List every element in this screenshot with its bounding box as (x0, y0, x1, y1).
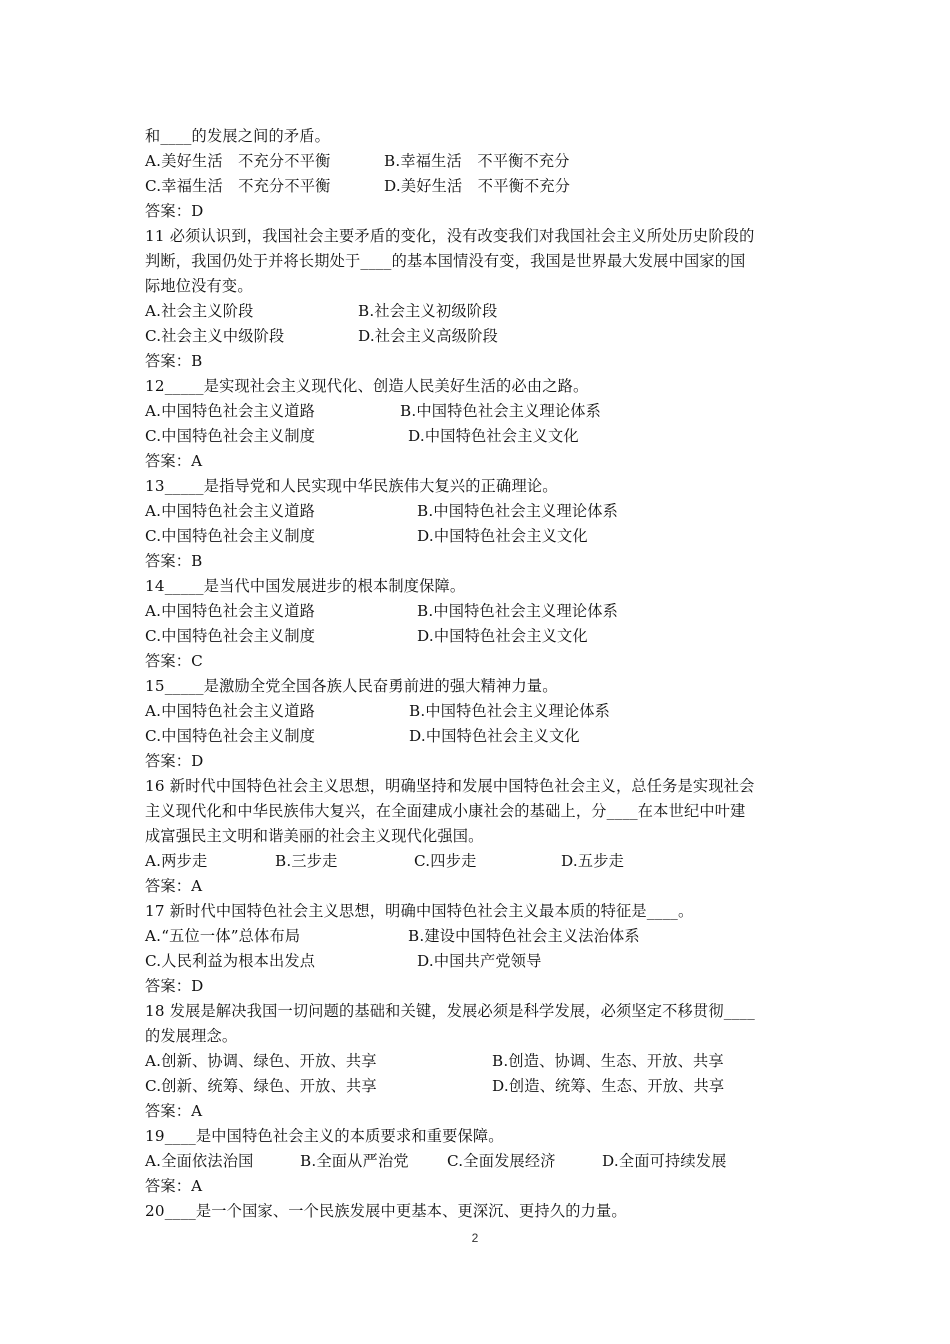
q12-answer: 答案：A (145, 452, 203, 470)
q11-option-c: C.社会主义中级阶段 (145, 327, 285, 345)
q14-option-a: A.中国特色社会主义道路 (145, 602, 316, 620)
q18-option-d: D.创造、统筹、生态、开放、共享 (492, 1077, 725, 1095)
q12-option-b: B.中国特色社会主义理论体系 (400, 402, 602, 420)
q14-option-d: D.中国特色社会主义文化 (417, 627, 588, 645)
q20-stem-line-1: 20____是一个国家、一个民族发展中更基本、更深沉、更持久的力量。 (145, 1202, 627, 1220)
q19-option-d: D.全面可持续发展 (602, 1152, 727, 1170)
q13-option-d: D.中国特色社会主义文化 (417, 527, 588, 545)
q19-option-c: C.全面发展经济 (447, 1152, 556, 1170)
q14-stem-line-1: 14_____是当代中国发展进步的根本制度保障。 (145, 577, 466, 595)
q14-answer: 答案：C (145, 652, 203, 670)
q11-option-d: D.社会主义高级阶段 (358, 327, 498, 345)
q17-option-b: B.建设中国特色社会主义法治体系 (408, 927, 640, 945)
q10-stem-line-1: 和____的发展之间的矛盾。 (145, 127, 331, 145)
q11-stem-line-3: 际地位没有变。 (145, 277, 253, 295)
q17-stem-line-1: 17 新时代中国特色社会主义思想，明确中国特色社会主义最本质的特征是____。 (145, 902, 694, 920)
q12-option-a: A.中国特色社会主义道路 (145, 402, 316, 420)
q16-option-c: C.四步走 (414, 852, 477, 870)
q17-answer: 答案：D (145, 977, 204, 995)
q11-stem-line-1: 11 必须认识到，我国社会主要矛盾的变化，没有改变我们对我国社会主义所处历史阶段的 (145, 227, 755, 245)
q10-option-c: C.幸福生活 不充分不平衡 (145, 177, 331, 195)
q15-option-b: B.中国特色社会主义理论体系 (409, 702, 611, 720)
q18-stem-line-2: 的发展理念。 (145, 1027, 238, 1045)
q15-option-c: C.中国特色社会主义制度 (145, 727, 316, 745)
q10-option-d: D.美好生活 不平衡不充分 (384, 177, 571, 195)
q13-stem-line-1: 13_____是指导党和人民实现中华民族伟大复兴的正确理论。 (145, 477, 558, 495)
q11-answer: 答案：B (145, 352, 203, 370)
q15-option-a: A.中国特色社会主义道路 (145, 702, 316, 720)
q12-stem-line-1: 12_____是实现社会主义现代化、创造人民美好生活的必由之路。 (145, 377, 589, 395)
q16-option-d: D.五步走 (561, 852, 625, 870)
q18-option-c: C.创新、统筹、绿色、开放、共享 (145, 1077, 377, 1095)
q11-stem-line-2: 判断，我国仍处于并将长期处于____的基本国情没有变，我国是世界最大发展中国家的国 (145, 252, 746, 270)
q16-option-a: A.两步走 (145, 852, 208, 870)
q13-option-a: A.中国特色社会主义道路 (145, 502, 316, 520)
q18-option-b: B.创造、协调、生态、开放、共享 (492, 1052, 724, 1070)
q19-option-a: A.全面依法治国 (145, 1152, 254, 1170)
q11-option-b: B.社会主义初级阶段 (358, 302, 498, 320)
q16-stem-line-3: 成富强民主文明和谐美丽的社会主义现代化强国。 (145, 827, 484, 845)
q14-option-c: C.中国特色社会主义制度 (145, 627, 316, 645)
q16-stem-line-1: 16 新时代中国特色社会主义思想，明确坚持和发展中国特色社会主义，总任务是实现社会 (145, 777, 755, 795)
page-number: 2 (471, 1231, 479, 1245)
q13-option-c: C.中国特色社会主义制度 (145, 527, 316, 545)
q18-stem-line-1: 18 发展是解决我国一切问题的基础和关键，发展必须是科学发展，必须坚定不移贯彻____ (145, 1002, 755, 1020)
q15-stem-line-1: 15_____是激励全党全国各族人民奋勇前进的强大精神力量。 (145, 677, 558, 695)
q18-option-a: A.创新、协调、绿色、开放、共享 (145, 1052, 377, 1070)
q10-option-a: A.美好生活 不充分不平衡 (145, 152, 331, 170)
q19-stem-line-1: 19____是中国特色社会主义的本质要求和重要保障。 (145, 1127, 504, 1145)
q13-option-b: B.中国特色社会主义理论体系 (417, 502, 619, 520)
q17-option-a: A.“五位一体”总体布局 (145, 927, 301, 945)
q19-option-b: B.全面从严治党 (300, 1152, 409, 1170)
q15-answer: 答案：D (145, 752, 204, 770)
q10-answer: 答案：D (145, 202, 204, 220)
q10-option-b: B.幸福生活 不平衡不充分 (384, 152, 570, 170)
q11-option-a: A.社会主义阶段 (145, 302, 254, 320)
q12-option-d: D.中国特色社会主义文化 (408, 427, 579, 445)
q16-option-b: B.三步走 (275, 852, 338, 870)
q17-option-c: C.人民利益为根本出发点 (145, 952, 316, 970)
q17-option-d: D.中国共产党领导 (417, 952, 542, 970)
q18-answer: 答案：A (145, 1102, 203, 1120)
q16-stem-line-2: 主义现代化和中华民族伟大复兴，在全面建成小康社会的基础上，分____在本世纪中叶建 (145, 802, 746, 820)
q12-option-c: C.中国特色社会主义制度 (145, 427, 316, 445)
q14-option-b: B.中国特色社会主义理论体系 (417, 602, 619, 620)
q15-option-d: D.中国特色社会主义文化 (409, 727, 580, 745)
q13-answer: 答案：B (145, 552, 203, 570)
q19-answer: 答案：A (145, 1177, 203, 1195)
q16-answer: 答案：A (145, 877, 203, 895)
